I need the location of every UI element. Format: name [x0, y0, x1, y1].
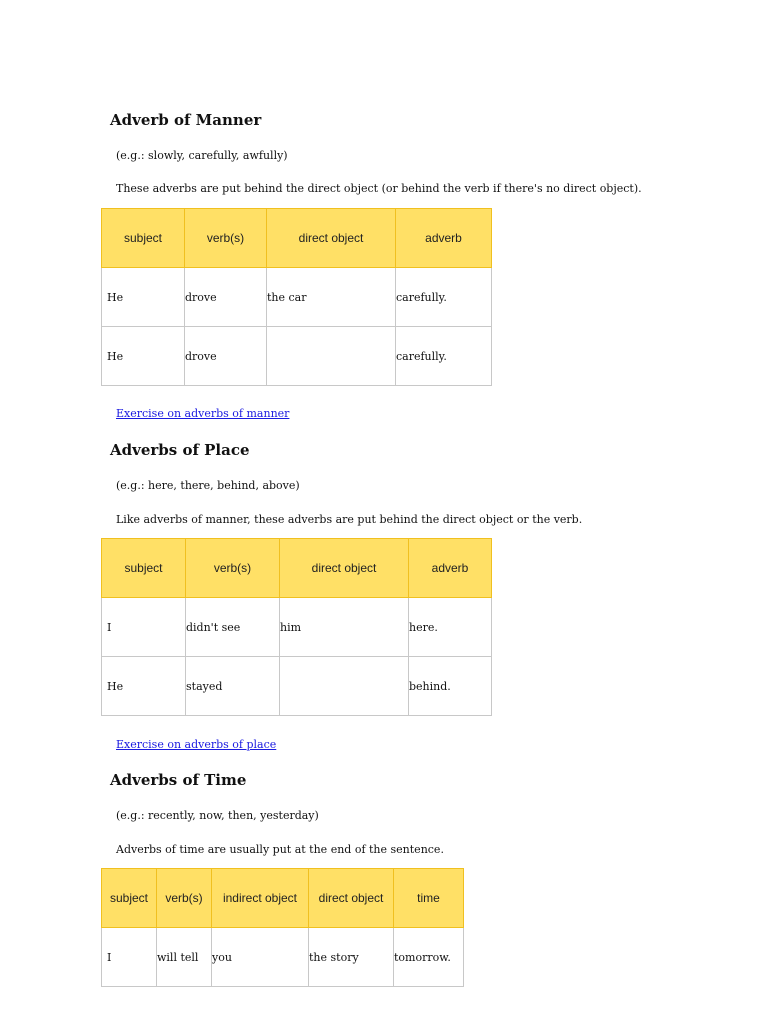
table-cell — [409, 598, 492, 657]
cell-text: the car — [267, 290, 307, 304]
table-row — [102, 327, 492, 386]
table-manner — [101, 208, 492, 386]
table-header-row — [102, 539, 492, 598]
table-time — [101, 868, 464, 987]
cell-text: He — [107, 349, 124, 363]
table-cell — [102, 327, 185, 386]
cell-text: you — [212, 950, 232, 964]
table-place — [101, 538, 492, 716]
examples-manner: (e.g.: slowly, carefully, awfully) — [116, 149, 288, 162]
table-cell — [185, 268, 267, 327]
description-place: Like adverbs of manner, these adverbs are put behind the direct object or the verb. — [116, 513, 583, 526]
cell-text: will tell — [157, 950, 199, 964]
table-cell — [102, 598, 186, 657]
table-cell — [280, 598, 409, 657]
table-cell — [212, 928, 309, 987]
column-header: adverb — [396, 209, 492, 268]
cell-text: stayed — [186, 679, 223, 693]
table-cell — [185, 327, 267, 386]
table-cell — [396, 268, 492, 327]
cell-text: carefully. — [396, 349, 447, 363]
column-header: time — [394, 869, 464, 928]
table-cell — [102, 268, 185, 327]
cell-text: He — [107, 679, 124, 693]
table-cell — [186, 598, 280, 657]
table-cell — [186, 657, 280, 716]
column-header: subject — [102, 539, 186, 598]
cell-text: tomorrow. — [394, 950, 451, 964]
cell-text: carefully. — [396, 290, 447, 304]
table-row — [102, 268, 492, 327]
section-heading-place: Adverbs of Place — [110, 441, 250, 459]
exercise-link-manner[interactable]: Exercise on adverbs of manner — [116, 407, 290, 420]
column-header: subject — [102, 209, 185, 268]
table-cell — [309, 928, 394, 987]
cell-text: I — [107, 620, 112, 634]
cell-text: behind. — [409, 679, 451, 693]
table-header-row — [102, 869, 464, 928]
column-header: adverb — [409, 539, 492, 598]
table-cell — [267, 327, 396, 386]
exercise-link-place[interactable]: Exercise on adverbs of place — [116, 738, 277, 751]
cell-text: didn't see — [186, 620, 241, 634]
examples-time: (e.g.: recently, now, then, yesterday) — [116, 809, 319, 822]
table-header-row — [102, 209, 492, 268]
column-header: verb(s) — [157, 869, 212, 928]
column-header: direct object — [309, 869, 394, 928]
section-heading-manner: Adverb of Manner — [110, 111, 262, 129]
table-cell — [409, 657, 492, 716]
table-cell — [102, 657, 186, 716]
table-cell — [102, 928, 157, 987]
table-cell — [157, 928, 212, 987]
table-cell — [267, 268, 396, 327]
cell-text: drove — [185, 290, 217, 304]
cell-text: He — [107, 290, 124, 304]
table-row — [102, 598, 492, 657]
cell-text: I — [107, 950, 112, 964]
column-header: verb(s) — [186, 539, 280, 598]
cell-text: him — [280, 620, 302, 634]
table-row — [102, 657, 492, 716]
table-cell — [280, 657, 409, 716]
column-header: direct object — [280, 539, 409, 598]
section-heading-time: Adverbs of Time — [110, 771, 247, 789]
table-row — [102, 928, 464, 987]
cell-text: drove — [185, 349, 217, 363]
column-header: subject — [102, 869, 157, 928]
column-header: direct object — [267, 209, 396, 268]
examples-place: (e.g.: here, there, behind, above) — [116, 479, 300, 492]
table-cell — [396, 327, 492, 386]
description-time: Adverbs of time are usually put at the end of the sentence. — [116, 843, 444, 856]
column-header: verb(s) — [185, 209, 267, 268]
description-manner: These adverbs are put behind the direct object (or behind the verb if there's no direct object). — [116, 182, 642, 195]
table-cell — [394, 928, 464, 987]
cell-text: here. — [409, 620, 438, 634]
column-header: indirect object — [212, 869, 309, 928]
cell-text: the story — [309, 950, 359, 964]
